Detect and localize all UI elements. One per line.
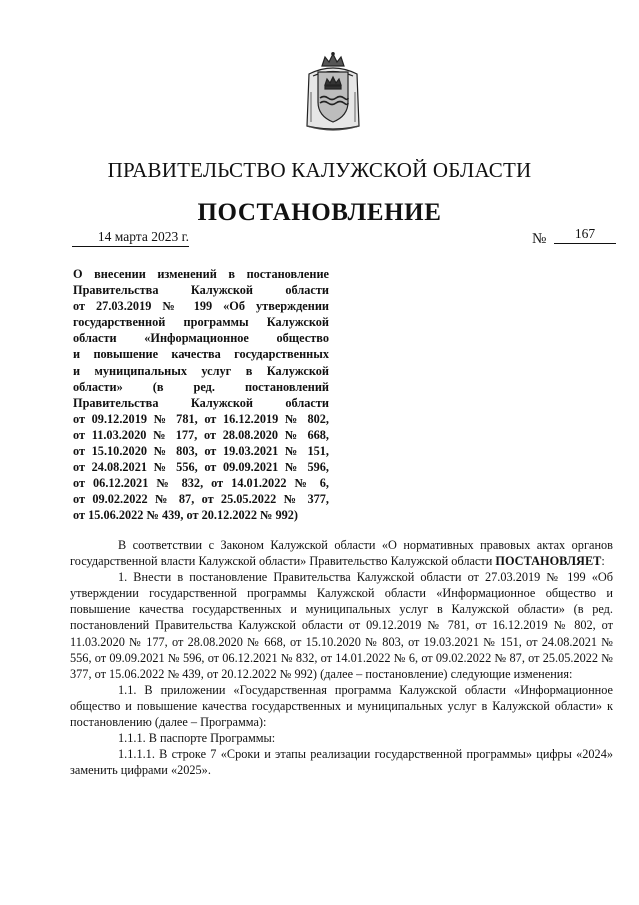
government-title: ПРАВИТЕЛЬСТВО КАЛУЖСКОЙ ОБЛАСТИ (107, 158, 532, 182)
subject-line: от 09.02.2022 № 87, от 25.05.2022 № 377, (73, 492, 329, 507)
document-type-title: ПОСТАНОВЛЕНИЕ (197, 199, 442, 226)
subject-line: от 11.03.2020 № 177, от 28.08.2020 № 668, (73, 427, 329, 442)
subject-line: от 09.12.2019 № 781, от 16.12.2019 № 802, (73, 411, 329, 426)
subject-line: О внесении изменений в постановление (73, 267, 329, 281)
subject-line: от 27.03.2019 № 199 «Об утверждении (73, 299, 329, 314)
resolves-colon: : (601, 554, 605, 569)
document-body (70, 537, 613, 778)
document-date: 14 марта 2023 г. (72, 229, 189, 247)
number-sign: № (532, 231, 547, 247)
preamble-text: В соответствии с Законом Калужской области «О нормативных правовых актах органов государственной власти Калужской области» Правительство Калужской области (70, 538, 613, 569)
item-1-paragraph: 1. Внести в постановление Правительства Калужской области от 27.03.2019 № 199 «Об утверждении государственной программы Калужской области «Информационное общество и повышение качества государственных и муниципальных услуг в Калужской области» (в ред. постановлений Правительства Калужской области от 09.12.2019 № 781, от 16.12.2019 № 802, от 11.03.2020 № 177, от 28.08.2020 № 668, от 15.10.2020 № 803, от 19.03.2021 № 151, от 24.08.2021 № 556, от 09.09.2021 № 596, от 06.12.2021 № 832, от 14.01.2022 № 6, от 09.02.2022 № 87, от 25.05.2022 № 377, от 15.06.2022 № 439, от 20.12.2022 № 992) (далее – постановление) следующие изменения: (70, 570, 613, 681)
item-1-1-1-paragraph: 1.1.1. В паспорте Программы: (118, 731, 276, 746)
subject-line: государственной программы Калужской (73, 315, 329, 330)
subject-line: Правительства Калужской области (73, 395, 329, 410)
subject-line: от 15.10.2020 № 803, от 19.03.2021 № 151, (73, 444, 329, 459)
subject-line: и повышение качества государственных (73, 347, 329, 362)
subject-line: Правительства Калужской области (73, 283, 329, 298)
subject-line: от 24.08.2021 № 556, от 09.09.2021 № 596, (73, 460, 329, 475)
coat-of-arms-icon (303, 52, 363, 132)
resolves-word: ПОСТАНОВЛЯЕТ (495, 554, 602, 569)
item-1-1-paragraph: 1.1. В приложении «Государственная программа Калужской области «Информационное общество и повышение качества государственных и муниципальных услуг в Калужской области» к постановлению (далее – Программа): (70, 682, 613, 730)
subject-line: от 06.12.2021 № 832, от 14.01.2022 № 6, (73, 476, 329, 491)
preamble-paragraph (70, 537, 613, 569)
subject-line: от 15.06.2022 № 439, от 20.12.2022 № 992) (73, 508, 299, 523)
subject-line: области» (в ред. постановлений (73, 379, 329, 394)
subject-line: и муниципальных услуг в Калужской (73, 363, 329, 378)
subject-line: области «Информационное общество (73, 331, 329, 346)
document-subject (73, 266, 329, 524)
item-1-1-1-1-paragraph: 1.1.1.1. В строке 7 «Сроки и этапы реализации государственной программы» цифры «2024» заменить цифрами «2025». (70, 747, 613, 778)
document-number: 167 (554, 226, 616, 244)
